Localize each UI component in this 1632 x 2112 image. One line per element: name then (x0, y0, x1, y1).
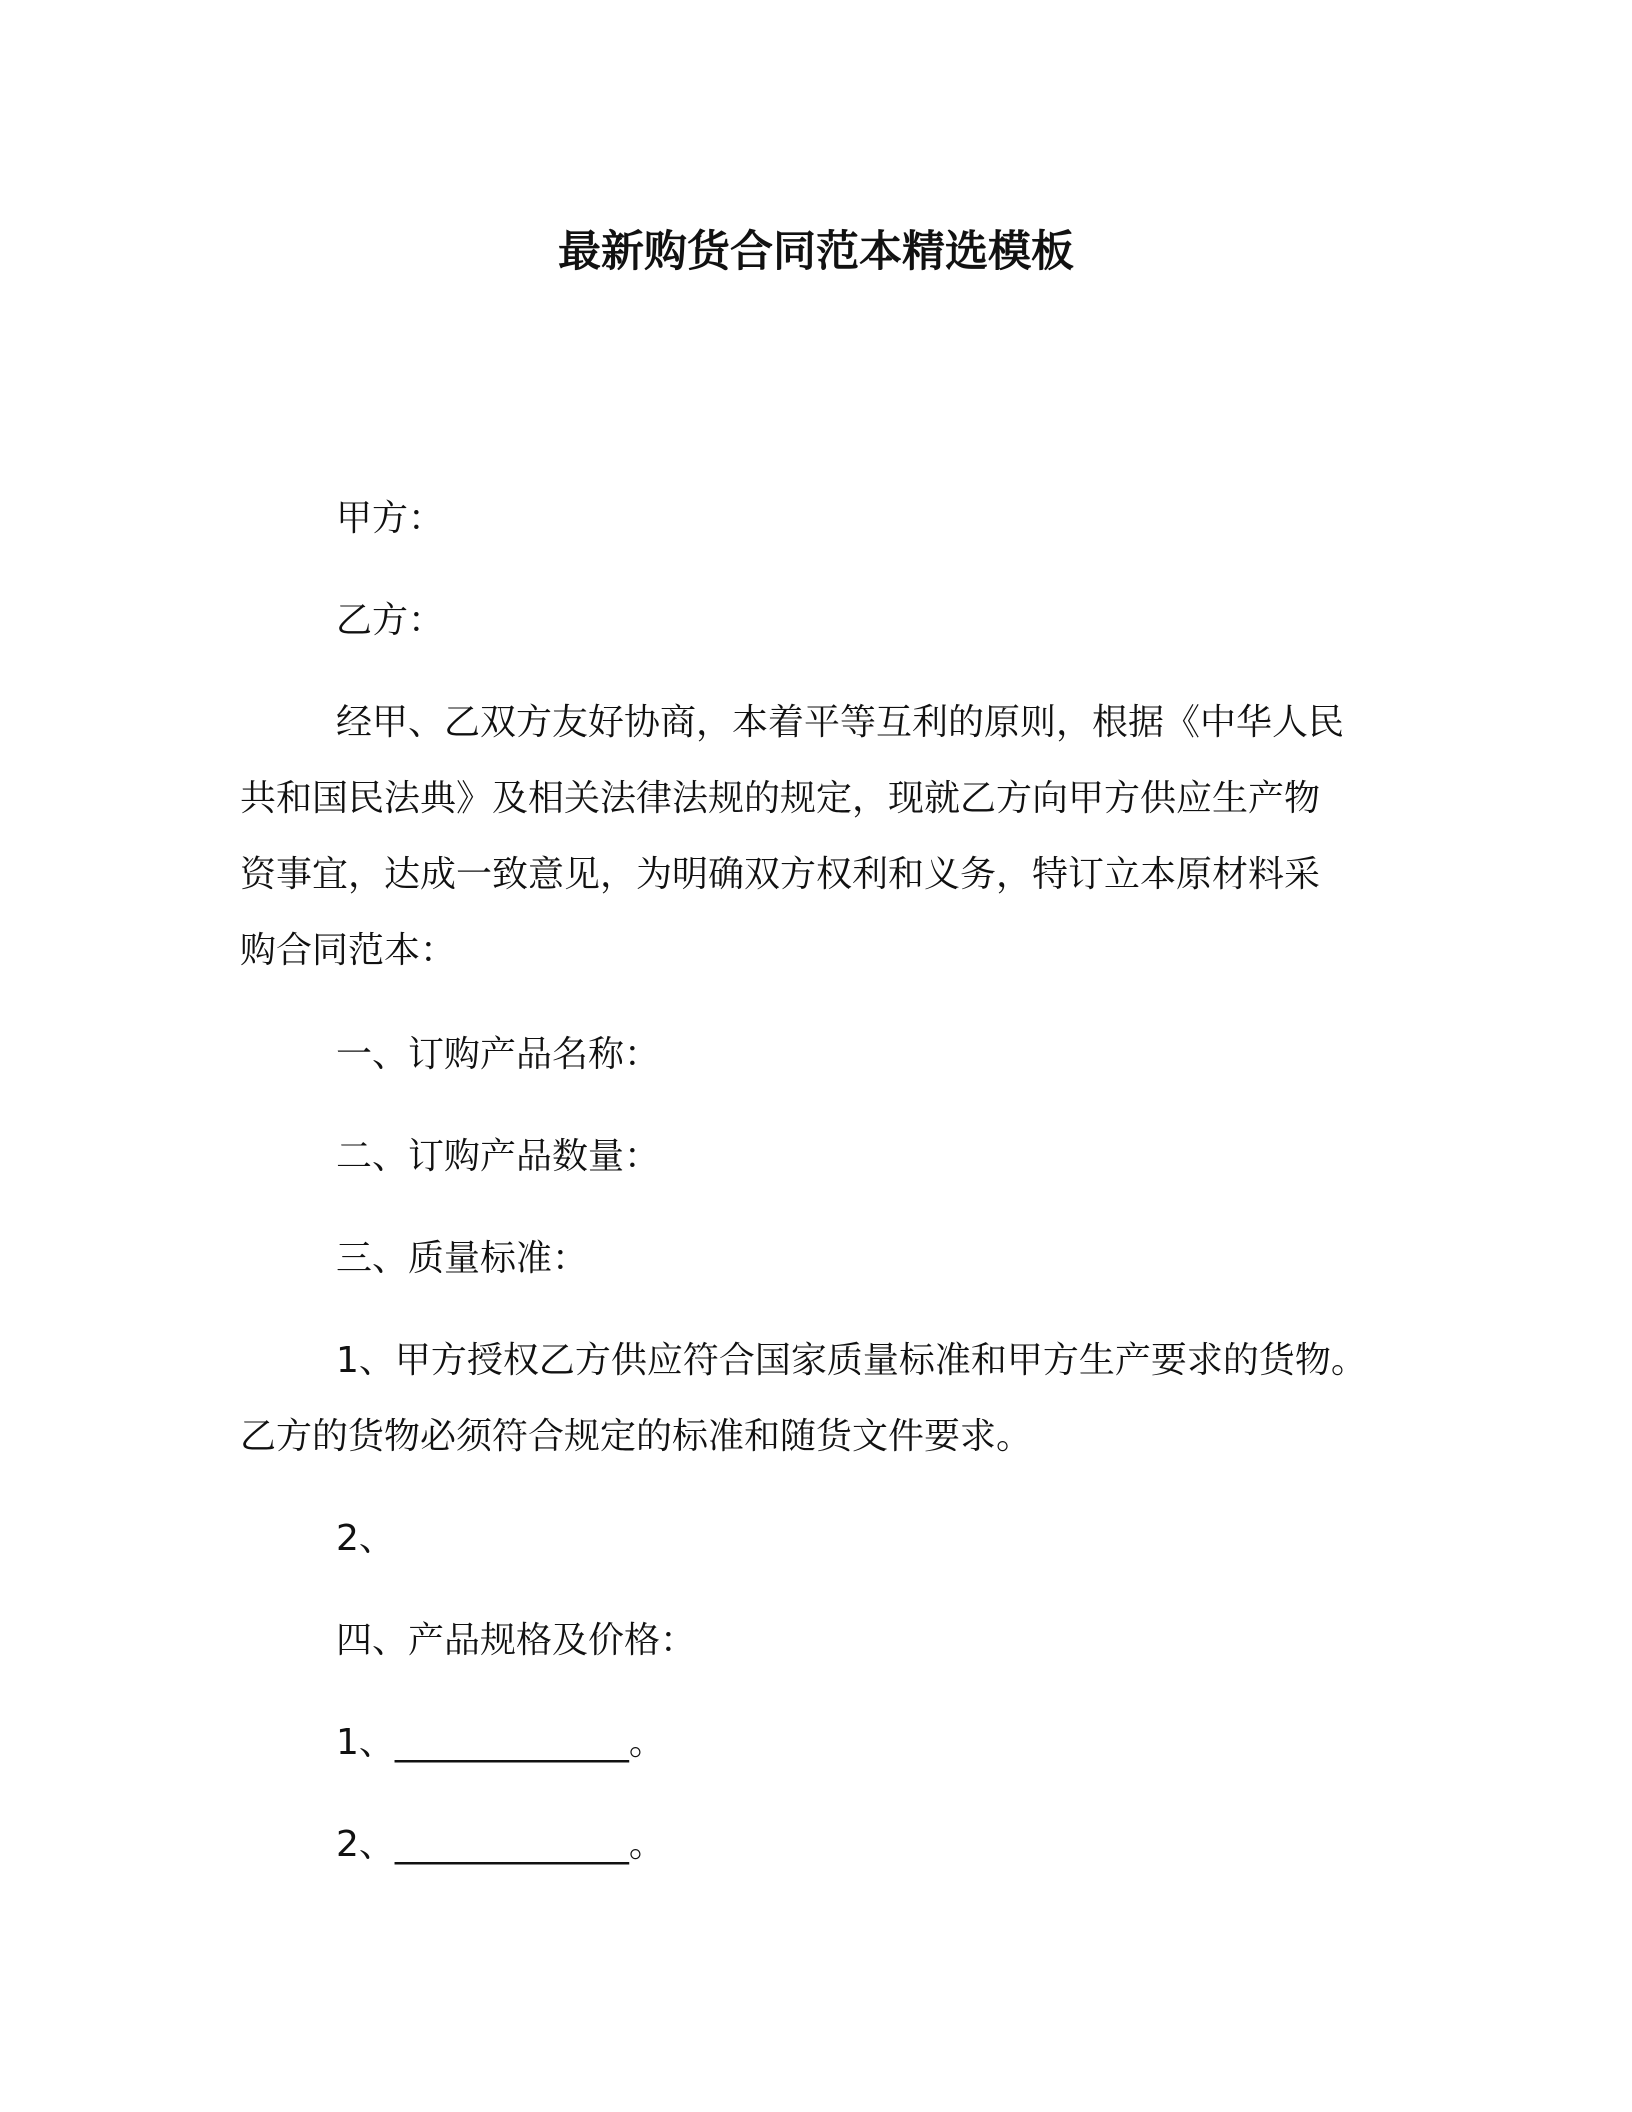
specification-item-2: 2、_____________。 (336, 1824, 665, 1865)
party-a-line: 甲方： (336, 498, 445, 539)
product-name-line: 一、订购产品名称： (336, 1034, 661, 1075)
party-b-line: 乙方： (336, 600, 445, 641)
intro-line-4: 购合同范本： (240, 930, 457, 971)
specification-item-1: 1、_____________。 (336, 1722, 665, 1763)
intro-line-1: 经甲、乙双方友好协商，本着平等互利的原则，根据《中华人民 (336, 702, 1345, 743)
document-title: 最新购货合同范本精选模板 (558, 227, 1074, 277)
intro-line-3: 资事宜，达成一致意见，为明确双方权利和义务，特订立本原材料采 (240, 854, 1321, 895)
specification-price-line: 四、产品规格及价格： (336, 1620, 697, 1661)
quality-standard-line: 三、质量标准： (336, 1238, 589, 1279)
product-quantity-line: 二、订购产品数量： (336, 1136, 661, 1177)
intro-line-2: 共和国民法典》及相关法律法规的规定，现就乙方向甲方供应生产物 (240, 778, 1321, 819)
quality-clause-1-line-1: 1、甲方授权乙方供应符合国家质量标准和甲方生产要求的货物。 (336, 1340, 1367, 1381)
quality-clause-1-line-2: 乙方的货物必须符合规定的标准和随货文件要求。 (240, 1416, 1033, 1457)
quality-clause-2-line: 2、 (336, 1518, 395, 1559)
